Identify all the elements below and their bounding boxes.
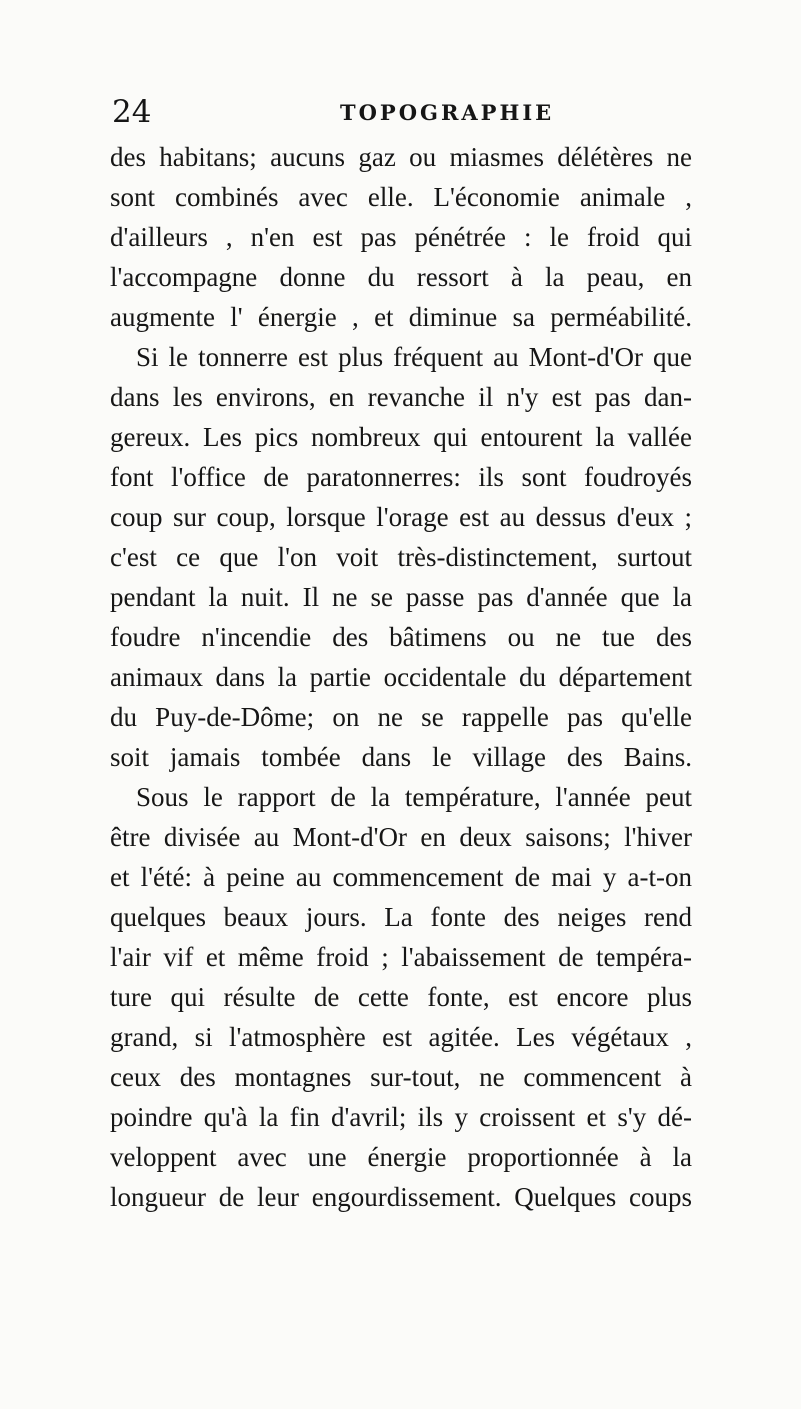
text-line: veloppent avec une énergie proportionnée à la	[110, 1142, 692, 1172]
text-line: être divisée au Mont-d'Or en deux saisons; l'hiver	[110, 822, 692, 852]
text-line: l'air vif et même froid ; l'abaissement de tempéra-	[110, 942, 692, 972]
text-line: sont combinés avec elle. L'économie animale ,	[110, 182, 692, 212]
text-line: et l'été: à peine au commencement de mai y a-t-on	[110, 862, 692, 892]
running-header	[112, 92, 692, 132]
text-line: dans les environs, en revanche il n'y est pas dan-	[110, 382, 692, 412]
text-line: soit jamais tombée dans le village des Bains.	[110, 742, 692, 772]
text-line: grand, si l'atmosphère est agitée. Les végétaux ,	[110, 1022, 692, 1052]
text-line: c'est ce que l'on voit très-distinctement, surtout	[110, 542, 692, 572]
text-line: poindre qu'à la fin d'avril; ils y croissent et s'y dé-	[110, 1102, 692, 1132]
text-line: animaux dans la partie occidentale du département	[110, 662, 692, 692]
text-line: pendant la nuit. Il ne se passe pas d'année que la	[110, 582, 692, 612]
paragraph-start-line: Si le tonnerre est plus fréquent au Mont-d'Or que	[136, 342, 692, 372]
text-line: gereux. Les pics nombreux qui entourent la vallée	[110, 422, 692, 452]
body-text	[110, 137, 692, 1217]
text-line: ceux des montagnes sur-tout, ne commencent à	[110, 1062, 692, 1092]
text-line: du Puy-de-Dôme; on ne se rappelle pas qu'elle	[110, 702, 692, 732]
text-line: augmente l' énergie , et diminue sa perméabilité.	[110, 302, 692, 332]
text-line: foudre n'incendie des bâtimens ou ne tue des	[110, 622, 692, 652]
paragraph-start-line: Sous le rapport de la température, l'année peut	[136, 782, 692, 812]
text-line: d'ailleurs , n'en est pas pénétrée : le froid qui	[110, 222, 692, 252]
text-line: ture qui résulte de cette fonte, est encore plus	[110, 982, 692, 1012]
text-line: quelques beaux jours. La fonte des neiges rend	[110, 902, 692, 932]
text-line: coup sur coup, lorsque l'orage est au dessus d'eux ;	[110, 502, 692, 532]
running-title: TOPOGRAPHIE	[340, 100, 555, 125]
text-line: font l'office de paratonnerres: ils sont foudroyés	[110, 462, 692, 492]
text-line: des habitans; aucuns gaz ou miasmes délétères ne	[110, 142, 692, 172]
text-line: longueur de leur engourdissement. Quelques coups	[110, 1182, 692, 1212]
text-line: l'accompagne donne du ressort à la peau, en	[110, 262, 692, 292]
page-number: 24	[112, 94, 152, 130]
